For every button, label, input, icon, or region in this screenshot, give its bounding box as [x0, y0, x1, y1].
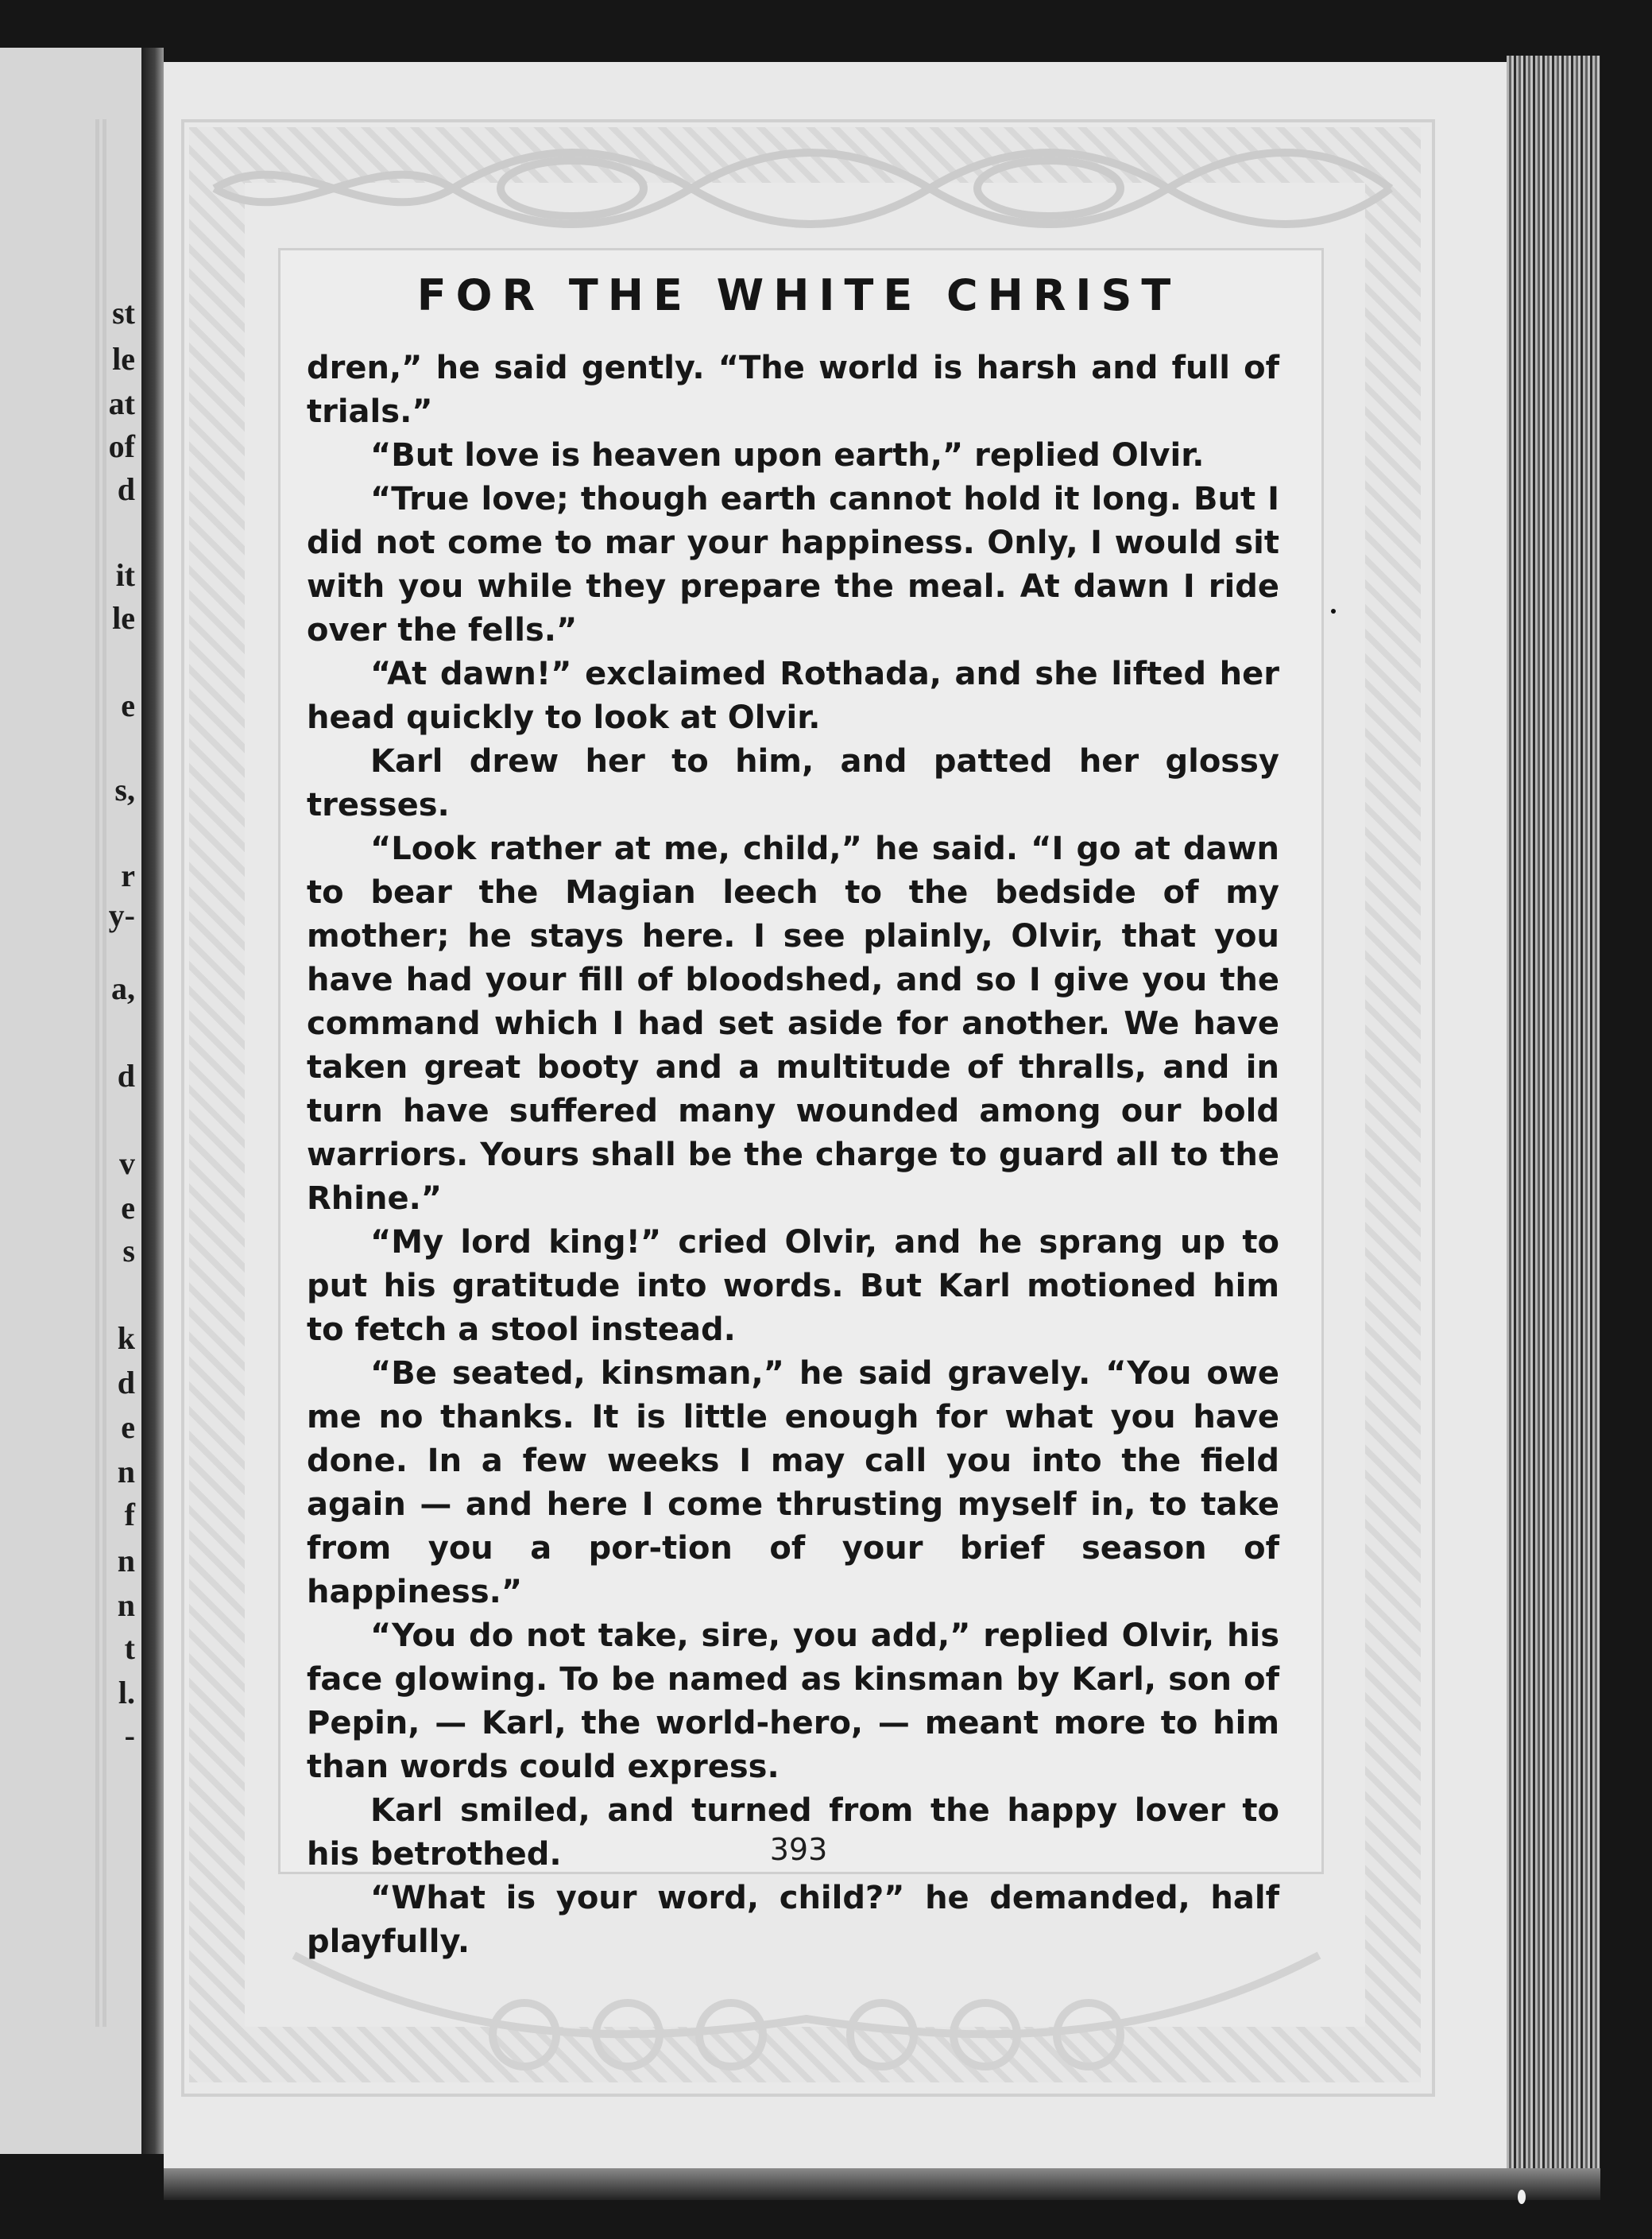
book-gutter: [141, 48, 164, 2154]
left-page-fragment: v: [119, 1145, 135, 1181]
left-page-fragment: le: [112, 600, 135, 636]
left-page-fragment: k: [117, 1320, 135, 1356]
paragraph: “True love; though earth cannot hold it long. But I did not come to mar your happiness. Only, I would sit with you while they prepare the meal. At dawn I ride over the fells.”: [307, 481, 1279, 649]
body-text: [307, 347, 1279, 1964]
left-page-fragment: le: [112, 341, 135, 377]
paragraph: “Be seated, kinsman,” he said gravely. “You owe me no thanks. It is little enough for what you have done. In a few weeks I may call you into the field again — and here I come thrusting myself in, to take from you a por-tion of your brief season of happiness.”: [307, 1355, 1279, 1610]
paragraph: “But love is heaven upon earth,” replied Olvir.: [370, 437, 1205, 474]
paragraph: “Look rather at me, child,” he said. “I go at dawn to bear the Magian leech to the bedside of my mother; he stays here. I see plainly, Olvir, that you have had your fill of bloodshed, and so I give you the command which I had set aside for another. We have taken great booty and a multitude of thralls, and in turn have suffered many wounded among our bold warriors. Yours shall be the charge to guard all to the Rhine.”: [307, 831, 1279, 1217]
running-head: FOR THE WHITE CHRIST: [416, 270, 1181, 320]
page-number: 393: [769, 1832, 828, 1867]
celtic-knot-ornament-top: [199, 137, 1406, 240]
left-page-fragment: n: [117, 1587, 135, 1623]
left-page: [0, 48, 146, 2154]
left-page-fragment: s: [122, 1233, 135, 1269]
page-edges: [1507, 56, 1600, 2186]
left-page-fragment: st: [112, 295, 135, 331]
left-page-fragment: s,: [114, 772, 135, 808]
paragraph: Karl drew her to him, and patted her glossy tresses.: [307, 743, 1279, 823]
left-page-fragment: it: [115, 557, 135, 593]
left-page-fragment: e: [121, 688, 135, 723]
left-page-fragment: d: [117, 471, 135, 507]
paragraph: dren,” he said gently. “The world is harsh and full of trials.”: [307, 350, 1279, 430]
paragraph: “At dawn!” exclaimed Rothada, and she lifted her head quickly to look at Olvir.: [307, 656, 1279, 736]
paragraph: “My lord king!” cried Olvir, and he sprang up to put his gratitude into words. But Karl motioned him to fetch a stool instead.: [307, 1224, 1279, 1348]
left-page-fragment: n: [117, 1454, 135, 1489]
left-page-fragment: e: [121, 1409, 135, 1445]
paragraph: “You do not take, sire, you add,” replied Olvir, his face glowing. To be named as kinsman by Karl, son of Pepin, — Karl, the world-hero, — meant more to him than words could express.: [307, 1617, 1279, 1785]
paper-speck: [1518, 2190, 1526, 2204]
left-page-fragment: -: [124, 1718, 135, 1753]
book-bottom-edge: [164, 2168, 1600, 2200]
left-page-fragment: r: [121, 858, 135, 893]
left-page-fragment: d: [117, 1058, 135, 1094]
left-page-fragment: f: [124, 1497, 135, 1532]
left-page-fragment: y-: [108, 897, 135, 933]
left-page-fragment: l.: [118, 1675, 135, 1710]
left-page-fragment: d: [117, 1365, 135, 1400]
paper-speck: [1331, 609, 1336, 614]
left-page-fragment: a,: [111, 970, 135, 1006]
paragraph: Karl smiled, and turned from the happy lover to his betrothed.: [307, 1792, 1279, 1873]
left-page-ornament: [0, 119, 106, 2027]
left-page-fragment: t: [124, 1630, 135, 1666]
left-page-fragment: e: [121, 1190, 135, 1226]
left-page-fragment: of: [108, 428, 135, 464]
left-page-fragment: at: [108, 385, 135, 421]
left-page-fragment: n: [117, 1543, 135, 1579]
paragraph: “What is your word, child?” he demanded, half playfully.: [307, 1880, 1279, 1960]
